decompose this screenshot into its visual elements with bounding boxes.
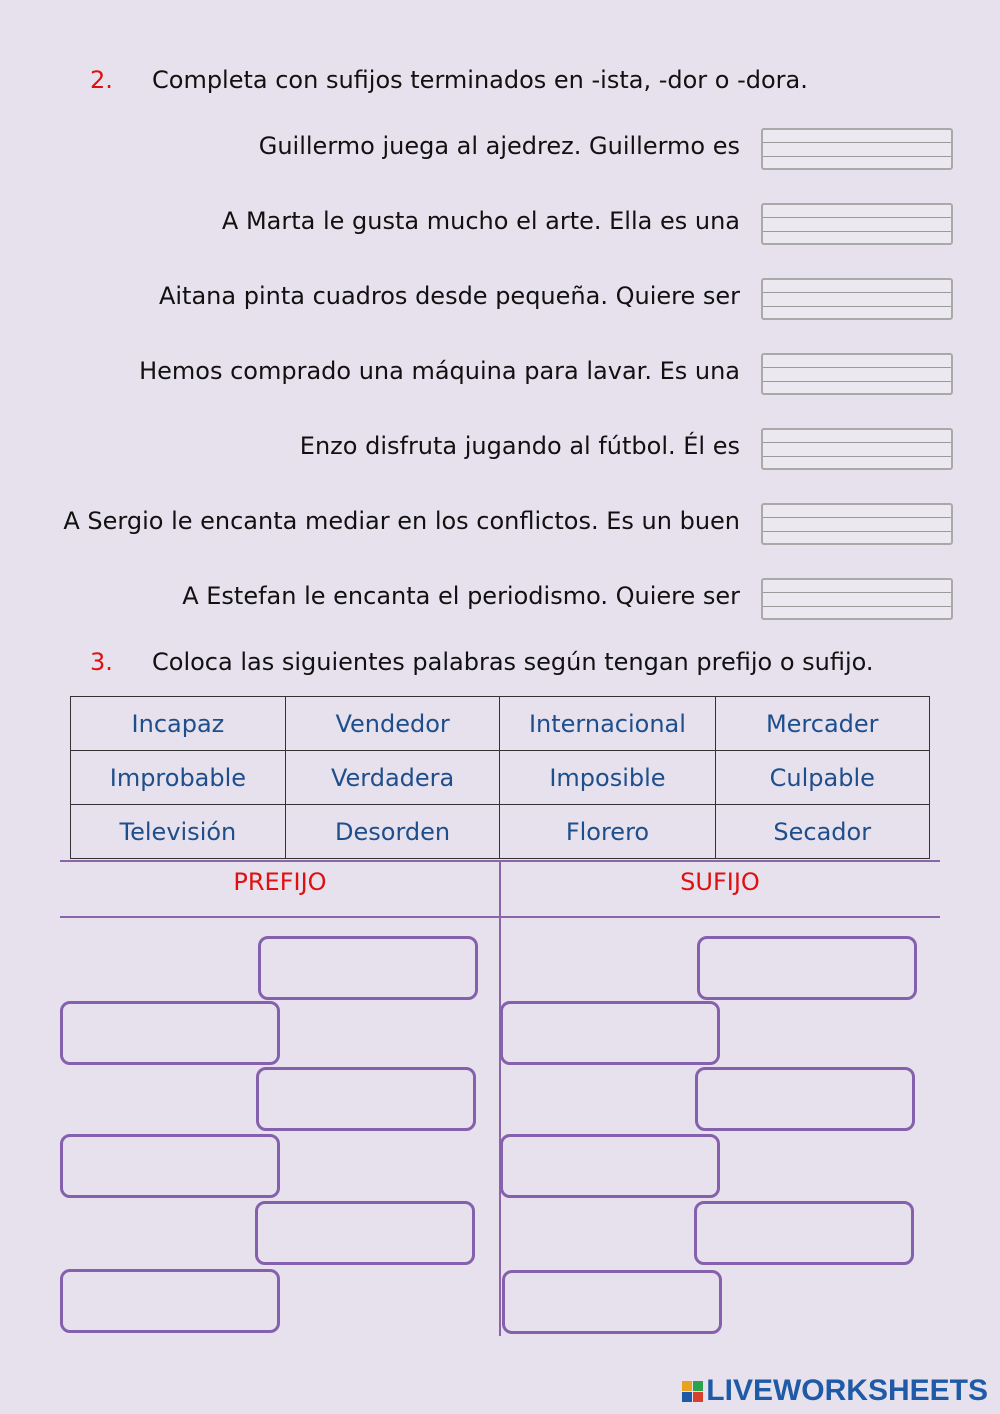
- sentence-6: A Sergio le encanta mediar en los conflictos. Es un buen: [63, 507, 740, 535]
- answer-input-5[interactable]: [761, 428, 953, 470]
- prefix-drop-box[interactable]: [255, 1201, 475, 1265]
- word-row: [71, 697, 930, 751]
- answer-input-6[interactable]: [761, 503, 953, 545]
- liveworksheets-logo: [682, 1374, 988, 1408]
- sentence-2: A Marta le gusta mucho el arte. Ella es una: [221, 207, 740, 235]
- answer-input-2[interactable]: [761, 203, 953, 245]
- word-cell[interactable]: Vendedor: [285, 697, 500, 751]
- chart-center-divider: [499, 860, 501, 1336]
- word-cell[interactable]: Florero: [500, 805, 715, 859]
- prefix-drop-box[interactable]: [258, 936, 478, 1000]
- question-3-text: Coloca las siguientes palabras según tengan prefijo o sufijo.: [152, 648, 874, 676]
- sentence-3: Aitana pinta cuadros desde pequeña. Quiere ser: [158, 282, 740, 310]
- word-cell[interactable]: Verdadera: [285, 751, 500, 805]
- question-3-title: [90, 648, 874, 676]
- question-3-number: 3.: [90, 648, 113, 676]
- answer-input-3[interactable]: [761, 278, 953, 320]
- prefix-drop-box[interactable]: [60, 1001, 280, 1065]
- word-cell[interactable]: Improbable: [71, 751, 286, 805]
- suffix-drop-box[interactable]: [694, 1201, 914, 1265]
- prefix-drop-box[interactable]: [256, 1067, 476, 1131]
- question-2-title: [90, 66, 808, 94]
- word-cell[interactable]: Mercader: [715, 697, 929, 751]
- word-cell[interactable]: Secador: [715, 805, 929, 859]
- sentence-7: A Estefan le encanta el periodismo. Quiere ser: [182, 582, 740, 610]
- suffix-drop-box[interactable]: [502, 1270, 722, 1334]
- prefix-drop-box[interactable]: [60, 1134, 280, 1198]
- liveworksheets-logo-icon: [682, 1381, 703, 1402]
- word-cell[interactable]: Desorden: [285, 805, 500, 859]
- question-2-number: 2.: [90, 66, 113, 94]
- word-cell[interactable]: Televisión: [71, 805, 286, 859]
- word-bank-table: [70, 696, 930, 859]
- word-row: [71, 805, 930, 859]
- word-cell[interactable]: Incapaz: [71, 697, 286, 751]
- suffix-drop-box[interactable]: [695, 1067, 915, 1131]
- sentence-4: Hemos comprado una máquina para lavar. Es una: [139, 357, 740, 385]
- suffix-drop-box[interactable]: [697, 936, 917, 1000]
- word-cell[interactable]: Internacional: [500, 697, 715, 751]
- answer-input-4[interactable]: [761, 353, 953, 395]
- word-cell[interactable]: Culpable: [715, 751, 929, 805]
- sentence-5: Enzo disfruta jugando al fútbol. Él es: [299, 432, 740, 460]
- suffix-column-header: SUFIJO: [680, 868, 760, 896]
- prefix-column-header: PREFIJO: [233, 868, 327, 896]
- sentence-1: Guillermo juega al ajedrez. Guillermo es: [258, 132, 740, 160]
- answer-input-1[interactable]: [761, 128, 953, 170]
- word-cell[interactable]: Imposible: [500, 751, 715, 805]
- answer-input-7[interactable]: [761, 578, 953, 620]
- question-2-text: Completa con sufijos terminados en -ista, -dor o -dora.: [152, 66, 808, 94]
- word-row: [71, 751, 930, 805]
- prefix-drop-box[interactable]: [60, 1269, 280, 1333]
- suffix-drop-box[interactable]: [500, 1001, 720, 1065]
- liveworksheets-brand-text: LIVEWORKSHEETS: [706, 1374, 988, 1407]
- suffix-drop-box[interactable]: [500, 1134, 720, 1198]
